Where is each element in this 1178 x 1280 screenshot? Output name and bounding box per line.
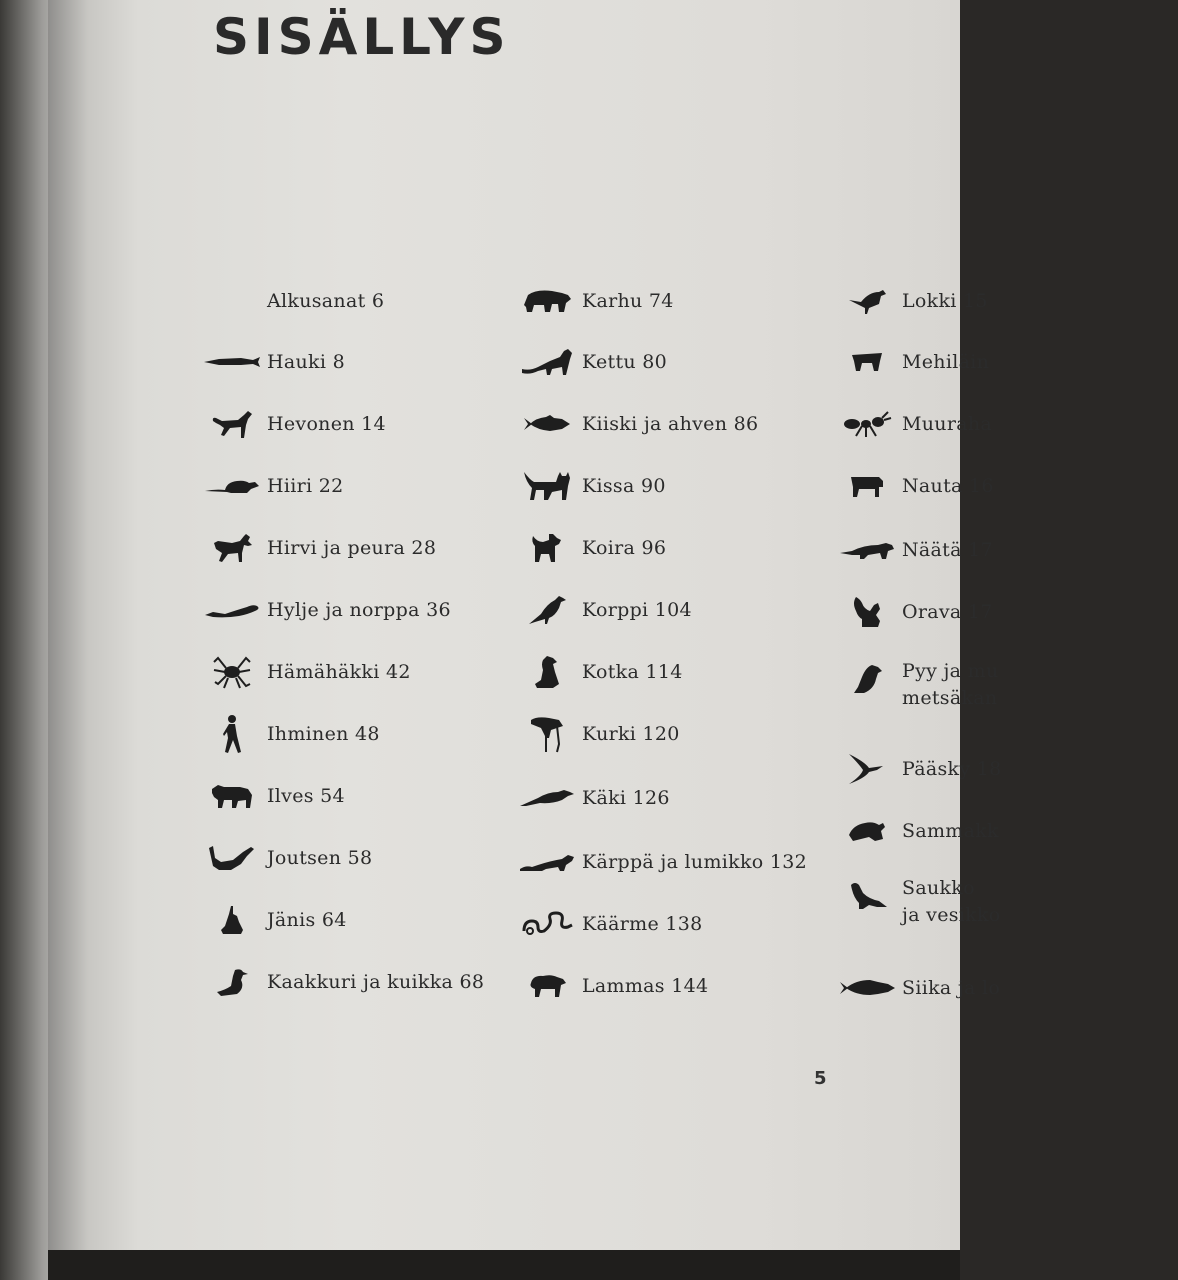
toc-entry-text: Näätä 17: [902, 539, 993, 561]
toc-entry: [518, 903, 858, 943]
toc-entry-text: Nauta 16: [902, 475, 994, 497]
toc-entry-label: [902, 820, 999, 842]
toc-entry-text: Ihminen 48: [267, 723, 380, 745]
toc-entry-label: [582, 913, 703, 935]
swallow-icon: [838, 752, 896, 786]
toc-entry-label: [902, 290, 988, 312]
toc-entry-text: Joutsen 58: [267, 847, 373, 869]
toc-entry: [838, 465, 1178, 505]
bear-icon: [518, 284, 576, 318]
toc-entry: [203, 527, 543, 567]
toc-entry-text: Hylje ja norppa 36: [267, 599, 451, 621]
toc-entry-label: [267, 475, 344, 497]
toc-entry: [518, 965, 858, 1005]
cat-icon: [518, 469, 576, 503]
toc-entry: [838, 810, 1178, 850]
book-page: [48, 0, 1002, 1250]
snake-icon: [518, 907, 576, 941]
toc-entry-label: [582, 413, 758, 435]
toc-entry-label: [267, 723, 380, 745]
pike-icon: [203, 345, 261, 379]
toc-entry-text: Siika ja lo: [902, 977, 1001, 999]
toc-entry: [838, 341, 1178, 381]
toc-entry-text: Hämähäkki 42: [267, 661, 411, 683]
human-icon: [203, 717, 261, 751]
toc-entry-text: Lammas 144: [582, 975, 709, 997]
toc-entry: [838, 403, 1178, 443]
toc-entry-label: [267, 661, 411, 683]
toc-entry-label: [902, 475, 994, 497]
toc-entry-label: [582, 851, 807, 873]
toc-entry-label: [267, 413, 386, 435]
toc-entry-text: Lokki 15: [902, 290, 988, 312]
toc-entry-label: [267, 599, 451, 621]
toc-entry: [203, 589, 543, 629]
toc-entry-text: Hauki 8: [267, 351, 345, 373]
toc-entry: [203, 899, 543, 939]
crane-icon: [518, 717, 576, 751]
sheep-icon: [518, 969, 576, 1003]
toc-entry-text: Pääsky 18: [902, 758, 1002, 780]
toc-entry: [203, 403, 543, 443]
toc-entry-label: [902, 601, 993, 623]
otter-icon: [838, 879, 896, 913]
toc-entry-text: Pyy ja mu: [902, 660, 999, 682]
toc-entry-label: [902, 413, 992, 435]
toc-entry-text: Alkusanat 6: [267, 290, 385, 312]
perch-icon: [518, 407, 576, 441]
toc-entry-label: [902, 977, 1000, 999]
toc-entry-text: Karhu 74: [582, 290, 674, 312]
toc-entry-label: [267, 971, 484, 993]
toc-entry: [203, 341, 543, 381]
whitefish-icon: [838, 971, 896, 1005]
toc-entry-text-line2: metsäkan: [902, 687, 998, 709]
toc-entry: [203, 651, 543, 691]
toc-entry: [838, 658, 1178, 709]
toc-entry: [838, 748, 1178, 788]
toc-entry-text: Kurki 120: [582, 723, 680, 745]
toc-entry-text: Kissa 90: [582, 475, 666, 497]
toc-entry: [838, 967, 1178, 1007]
toc-entry-label: [267, 847, 372, 869]
toc-entry-text: Jänis 64: [267, 909, 347, 931]
mouse-icon: [203, 469, 261, 503]
horse-icon: [203, 407, 261, 441]
toc-entry: [838, 875, 1178, 926]
toc-entry-label: [582, 351, 667, 373]
toc-entry-text: Muuraha: [902, 413, 993, 435]
toc-entry: [518, 841, 858, 881]
toc-entry-text: Koira 96: [582, 537, 667, 559]
toc-entry-label: [267, 351, 345, 373]
toc-entry: [838, 529, 1178, 569]
toc-entry-label: [902, 758, 1002, 780]
toc-entry: [518, 777, 858, 817]
toc-entry-label: [902, 658, 999, 712]
toc-entry-text: Kettu 80: [582, 351, 668, 373]
lynx-icon: [203, 779, 261, 813]
toc-entry-text: Orava 17: [902, 601, 993, 623]
dog-icon: [518, 531, 576, 565]
hare-icon: [203, 903, 261, 937]
page-title: SISÄLLYS: [213, 8, 511, 66]
toc-entry: [838, 591, 1178, 631]
toc-entry-text: Hirvi ja peura 28: [267, 537, 437, 559]
toc-entry-label: [902, 351, 989, 373]
toc-entry-text: Sammakk: [902, 820, 999, 842]
toc-entry-label: [582, 661, 683, 683]
toc-entry: [518, 651, 858, 691]
spider-icon: [203, 655, 261, 689]
toc-entry-text: Kotka 114: [582, 661, 683, 683]
cow-icon: [838, 469, 896, 503]
toc-entry-text-line2: ja vesikko: [902, 904, 1001, 926]
loon-icon: [203, 965, 261, 999]
toc-entry: [518, 527, 858, 567]
toc-entry-label: [582, 475, 666, 497]
page-shadow: [48, 1250, 960, 1280]
toc-entry-text: Hiiri 22: [267, 475, 344, 497]
toc-entry: [838, 280, 1178, 320]
frog-icon: [838, 814, 896, 848]
toc-entry-text: Käki 126: [582, 787, 670, 809]
toc-entry: [518, 713, 858, 753]
toc-entry: [518, 465, 858, 505]
toc-entry-text: Hevonen 14: [267, 413, 386, 435]
toc-entry: [518, 589, 858, 629]
page-number: 5: [814, 1068, 827, 1089]
toc-entry-text: Ilves 54: [267, 785, 345, 807]
toc-entry-label: [582, 787, 670, 809]
cuckoo-icon: [518, 781, 576, 815]
toc-entry-label: [267, 537, 436, 559]
toc-entry-label: [582, 975, 708, 997]
marten-icon: [838, 533, 896, 567]
toc-entry: [518, 403, 858, 443]
toc-entry-text: Kiiski ja ahven 86: [582, 413, 759, 435]
toc-entry-label: [582, 599, 692, 621]
moose-icon: [203, 531, 261, 565]
gull-icon: [838, 284, 896, 318]
toc-entry: [518, 280, 858, 320]
toc-entry-label: [582, 537, 666, 559]
swan-icon: [203, 841, 261, 875]
toc-entry: [203, 713, 543, 753]
toc-entry-text: Kaakkuri ja kuikka 68: [267, 971, 485, 993]
toc-entry: [203, 775, 543, 815]
toc-entry-text: Kärppä ja lumikko 132: [582, 851, 808, 873]
toc-entry-text: Saukko: [902, 877, 975, 899]
toc-entry-text: Mehiläin: [902, 351, 990, 373]
seal-icon: [203, 593, 261, 627]
toc-entry-label: [267, 785, 345, 807]
toc-entry-text: Käärme 138: [582, 913, 703, 935]
raven-icon: [518, 593, 576, 627]
squirrel-icon: [838, 595, 896, 629]
toc-entry: [203, 837, 543, 877]
toc-entry: [203, 961, 543, 1001]
toc-entry-text: Korppi 104: [582, 599, 692, 621]
eagle-icon: [518, 655, 576, 689]
toc-entry-label: [267, 290, 384, 312]
toc-entry-label: [267, 909, 347, 931]
toc-entry-label: [902, 875, 1001, 929]
ant-icon: [838, 407, 896, 441]
toc-entry-label: [582, 723, 680, 745]
toc-entry: [203, 280, 543, 320]
toc-entry-label: [902, 539, 993, 561]
toc-entry-label: [582, 290, 674, 312]
toc-entry: [203, 465, 543, 505]
grouse-icon: [838, 662, 896, 696]
stoat-icon: [518, 845, 576, 879]
bee-icon: [838, 345, 896, 379]
toc-entry: [518, 341, 858, 381]
fox-icon: [518, 345, 576, 379]
